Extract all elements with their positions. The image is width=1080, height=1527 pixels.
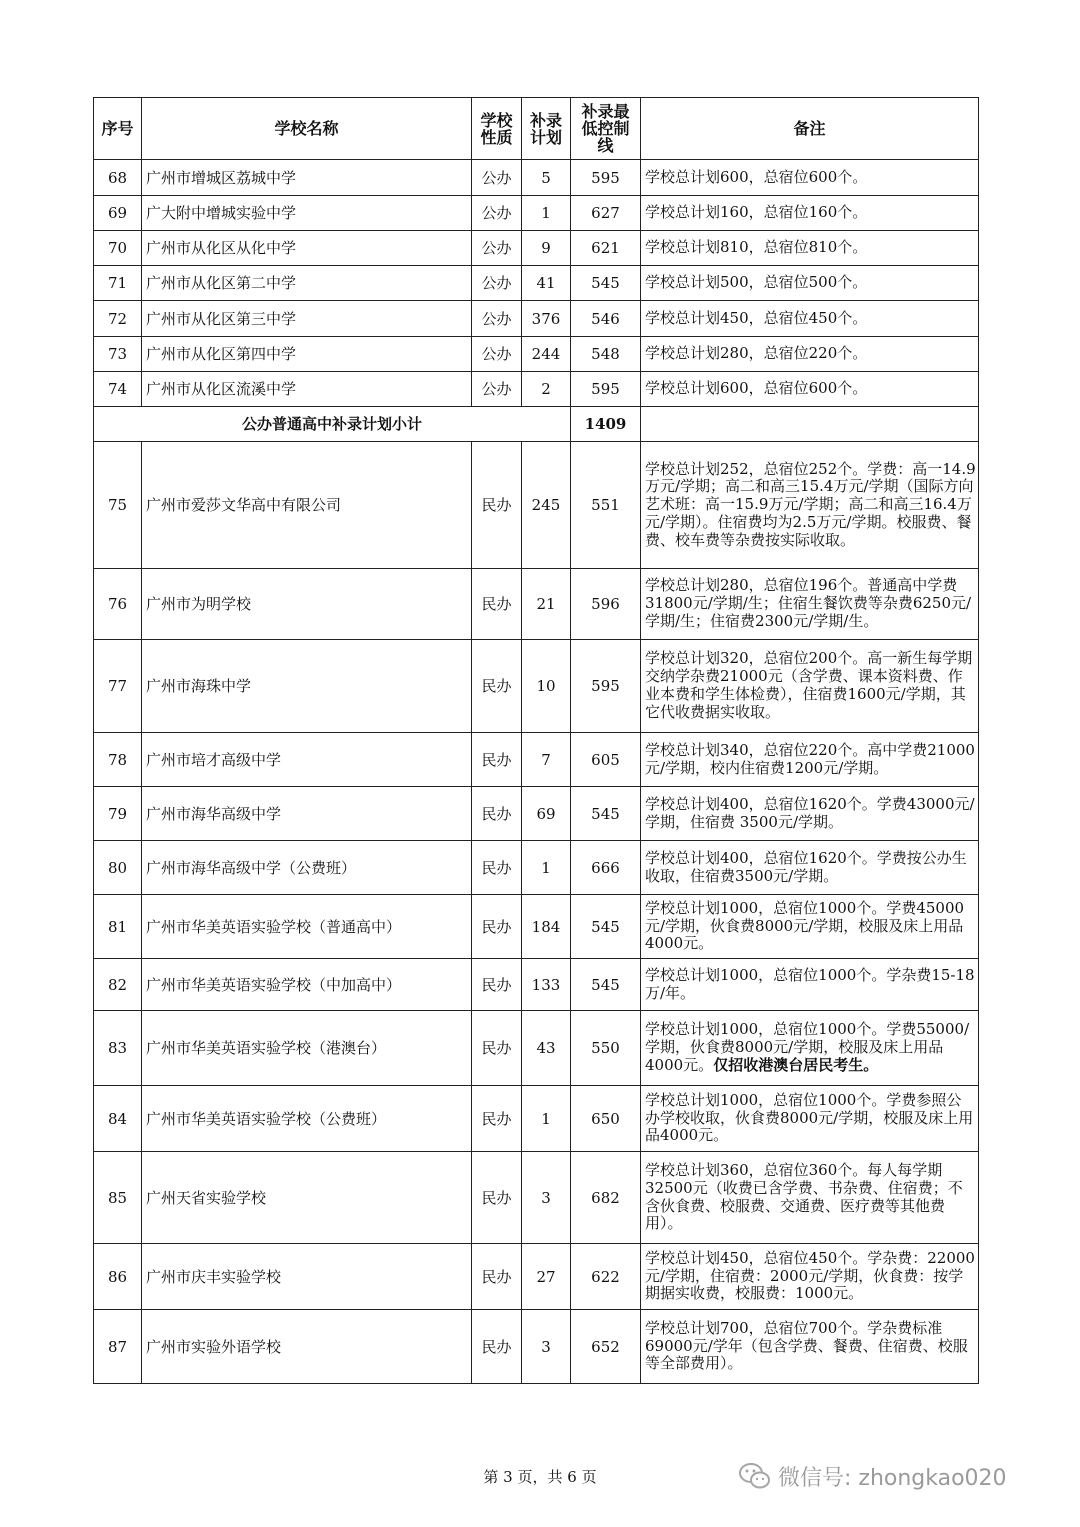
row-school-type <box>472 442 522 569</box>
row-cutoff <box>571 1310 641 1384</box>
row-remark <box>641 1310 979 1384</box>
row-no <box>94 266 142 301</box>
row-cutoff-text: 545 <box>591 975 620 994</box>
row-school-type <box>472 231 522 266</box>
row-plan-text: 133 <box>531 975 561 994</box>
row-remark <box>641 1244 979 1310</box>
row-school-name <box>142 266 472 301</box>
row-no <box>94 1310 142 1384</box>
row-school-type <box>472 160 522 196</box>
row-plan <box>522 1310 571 1384</box>
private-rows <box>94 442 979 1384</box>
row-plan <box>522 160 571 196</box>
row-plan <box>522 442 571 569</box>
row-plan-text: 1 <box>541 858 551 877</box>
row-cutoff-text: 595 <box>591 677 620 695</box>
row-cutoff-text: 666 <box>591 858 620 877</box>
row-no <box>94 959 142 1011</box>
row-school-type-text: 民办 <box>481 1337 512 1356</box>
row-plan-text: 41 <box>536 274 556 292</box>
row-cutoff <box>571 959 641 1011</box>
row-remark <box>641 266 979 301</box>
row-no <box>94 442 142 569</box>
row-school-type <box>472 1310 522 1384</box>
table-row <box>94 231 979 266</box>
row-school-name <box>142 895 472 959</box>
row-school-type <box>472 372 522 407</box>
table-row <box>94 372 979 407</box>
row-school-name <box>142 231 472 266</box>
row-school-name <box>142 1152 472 1244</box>
row-remark-text: 学校总计划450，总宿位450个。学杂费：22000元/学期，住宿费：2000元/学期，伙食费：按学期据实收费，校服费：1000元。 <box>645 1248 975 1303</box>
row-school-name <box>142 640 472 733</box>
row-no-text: 83 <box>107 1039 128 1057</box>
row-plan <box>522 841 571 895</box>
row-no-text: 77 <box>107 677 128 695</box>
row-cutoff <box>571 733 641 787</box>
row-school-name-text: 广大附中增城实验中学 <box>146 204 297 222</box>
subtotal-row <box>94 407 979 442</box>
row-school-name-text: 广州市从化区第四中学 <box>146 345 297 363</box>
row-cutoff <box>571 1086 641 1152</box>
row-remark <box>641 1011 979 1086</box>
row-remark-text: 学校总计划600，总宿位600个。 <box>645 379 868 398</box>
row-no <box>94 160 142 196</box>
row-cutoff-text: 550 <box>591 1039 620 1057</box>
row-cutoff-text: 622 <box>591 1267 620 1286</box>
table-row <box>94 1310 979 1384</box>
table-row <box>94 337 979 372</box>
row-plan <box>522 640 571 733</box>
row-cutoff-text: 652 <box>591 1337 620 1356</box>
row-no-text: 86 <box>107 1267 128 1286</box>
watermark-text: 微信号: zhongkao020 <box>778 1465 1007 1491</box>
row-no-text: 87 <box>107 1337 128 1356</box>
row-school-type-text: 公办 <box>481 274 512 292</box>
row-no-text: 78 <box>107 750 128 769</box>
row-cutoff-text: 650 <box>591 1109 620 1128</box>
row-plan-text: 10 <box>536 677 556 695</box>
row-no-text: 80 <box>107 858 128 877</box>
row-plan-text: 43 <box>536 1039 556 1057</box>
row-school-name-text: 广州市华美英语实验学校（港澳台） <box>146 1039 387 1057</box>
row-remark-text: 学校总计划340，总宿位220个。高中学费21000元/学期，校内住宿费1200元/学期。 <box>645 740 975 777</box>
row-school-name-text: 广州市华美英语实验学校（普通高中） <box>146 917 402 936</box>
row-plan-text: 21 <box>536 595 556 613</box>
row-school-type <box>472 301 522 337</box>
row-cutoff-text: 548 <box>591 345 620 363</box>
header-name: 学校名称 <box>142 98 472 160</box>
row-cutoff <box>571 301 641 337</box>
public-rows <box>94 160 979 407</box>
row-cutoff-text: 627 <box>591 204 620 222</box>
row-no-text: 81 <box>107 917 128 936</box>
row-plan-text: 69 <box>536 804 556 823</box>
row-school-type-text: 公办 <box>481 345 512 363</box>
row-school-type <box>472 640 522 733</box>
row-school-name <box>142 196 472 231</box>
row-plan <box>522 895 571 959</box>
row-remark-text: 学校总计划160，总宿位160个。 <box>645 203 868 222</box>
row-cutoff-text: 545 <box>591 274 620 292</box>
subtotal-remark <box>641 407 979 442</box>
row-no-text: 84 <box>107 1109 128 1128</box>
admission-table <box>93 97 979 1384</box>
row-remark-text: 学校总计划700，总宿位700个。学杂费标准69000元/学年（包含学费、餐费、住宿费、校服等全部费用）。 <box>645 1318 968 1373</box>
row-remark <box>641 301 979 337</box>
row-remark-text: 学校总计划360，总宿位360个。每人每学期32500元（收费已含学费、书杂费、住宿费；不含伙食费、校服费、交通费、医疗费等其他费用）。 <box>645 1160 963 1233</box>
row-school-type-text: 民办 <box>481 1039 512 1057</box>
row-school-type-text: 民办 <box>481 858 512 877</box>
row-cutoff-text: 595 <box>591 168 620 187</box>
row-remark-text: 学校总计划1000，总宿位1000个。学杂费15-18万/年。 <box>645 965 975 1002</box>
row-no-text: 76 <box>107 595 128 613</box>
row-school-type-text: 民办 <box>481 595 512 613</box>
row-remark-text: 学校总计划320，总宿位200个。高一新生每学期交纳学杂费21000元（含学费、课本资料费、作业本费和学生体检费），住宿费1600元/学期，其它代收费据实收取。 <box>645 649 973 721</box>
row-school-type <box>472 569 522 640</box>
row-cutoff <box>571 640 641 733</box>
row-plan-text: 1 <box>541 1109 551 1128</box>
row-school-type <box>472 787 522 841</box>
row-remark <box>641 1152 979 1244</box>
row-school-type <box>472 1244 522 1310</box>
row-cutoff <box>571 841 641 895</box>
row-cutoff-text: 596 <box>591 595 620 613</box>
row-school-name-text: 广州市爱莎文华高中有限公司 <box>146 496 342 514</box>
row-cutoff <box>571 1152 641 1244</box>
row-school-name <box>142 301 472 337</box>
row-no <box>94 1244 142 1310</box>
row-school-type <box>472 1086 522 1152</box>
row-plan-text: 3 <box>541 1337 551 1356</box>
row-plan-text: 2 <box>541 380 551 398</box>
row-school-type-text: 民办 <box>481 804 512 823</box>
row-no <box>94 733 142 787</box>
table-row <box>94 569 979 640</box>
row-plan <box>522 959 571 1011</box>
row-no-text: 70 <box>107 239 128 257</box>
row-cutoff <box>571 569 641 640</box>
row-school-type-text: 公办 <box>481 168 512 187</box>
row-school-type-text: 公办 <box>481 239 512 257</box>
row-school-type <box>472 196 522 231</box>
row-no <box>94 1152 142 1244</box>
row-school-name-text: 广州市海华高级中学（公费班） <box>146 858 357 877</box>
row-plan <box>522 569 571 640</box>
row-plan <box>522 1152 571 1244</box>
row-remark <box>641 895 979 959</box>
row-no-text: 68 <box>107 168 128 187</box>
table-row <box>94 841 979 895</box>
row-remark <box>641 959 979 1011</box>
row-remark <box>641 841 979 895</box>
row-remark-text: 学校总计划252，总宿位252个。学费：高一14.9万元/学期；高二和高三15.4万元/学期（国际方向艺术班：高一15.9万元/学期；高二和高三16.4万元/学期）。住宿费均为2.5万元/学期。校服费、餐费、校车费等杂费按实际收取。 <box>645 459 976 549</box>
row-no-text: 82 <box>107 975 128 994</box>
row-remark-text: 学校总计划400，总宿位1620个。学费按公办生收取，住宿费3500元/学期。 <box>645 848 967 885</box>
row-school-name <box>142 1086 472 1152</box>
row-school-name-text: 广州市从化区第二中学 <box>146 274 297 292</box>
row-school-name <box>142 442 472 569</box>
row-remark-text: 学校总计划280，总宿位196个。普通高中学费31800元/学期/生；住宿生餐饮费等杂费6250元/学期/生；住宿费2300元/学期/生。 <box>645 576 972 630</box>
table-row <box>94 301 979 337</box>
row-plan-text: 1 <box>541 204 551 222</box>
row-plan <box>522 1244 571 1310</box>
row-school-name <box>142 1011 472 1086</box>
row-school-type <box>472 959 522 1011</box>
row-school-name-text: 广州市增城区荔城中学 <box>146 168 297 187</box>
table-row <box>94 196 979 231</box>
page-footer: 第 3 页，共 6 页 <box>483 1468 597 1486</box>
row-no-text: 75 <box>107 496 128 514</box>
row-no-text: 71 <box>107 274 128 292</box>
table-row <box>94 266 979 301</box>
row-school-type <box>472 1011 522 1086</box>
header-type: 学校性质 <box>472 98 522 160</box>
row-cutoff <box>571 787 641 841</box>
row-no <box>94 895 142 959</box>
row-remark <box>641 196 979 231</box>
row-school-name-text: 广州市从化区流溪中学 <box>146 380 297 398</box>
row-school-type <box>472 841 522 895</box>
row-cutoff <box>571 1244 641 1310</box>
row-no <box>94 196 142 231</box>
row-cutoff <box>571 337 641 372</box>
subtotal-label: 公办普通高中补录计划小计 <box>94 407 571 442</box>
row-cutoff <box>571 231 641 266</box>
row-remark-text: 学校总计划280，总宿位220个。 <box>645 344 868 363</box>
row-school-name-text: 广州市庆丰实验学校 <box>146 1267 282 1286</box>
row-plan-text: 5 <box>541 168 551 187</box>
row-cutoff <box>571 1011 641 1086</box>
row-no-text: 69 <box>107 204 128 222</box>
row-school-name <box>142 569 472 640</box>
row-school-type <box>472 337 522 372</box>
row-plan <box>522 196 571 231</box>
header-plan: 补录计划 <box>522 98 571 160</box>
row-school-type-text: 民办 <box>481 1188 512 1207</box>
table-row <box>94 959 979 1011</box>
row-no <box>94 569 142 640</box>
row-plan <box>522 231 571 266</box>
row-remark-emphasis: 仅招收港澳台居民考生。 <box>713 1055 879 1074</box>
row-cutoff-text: 546 <box>591 309 620 328</box>
row-school-type-text: 民办 <box>481 1267 512 1286</box>
row-school-name <box>142 372 472 407</box>
row-school-type-text: 民办 <box>481 750 512 769</box>
row-school-name-text: 广州市从化区从化中学 <box>146 239 297 257</box>
row-school-type <box>472 733 522 787</box>
row-school-name <box>142 1310 472 1384</box>
row-school-type-text: 民办 <box>481 975 512 994</box>
row-remark <box>641 337 979 372</box>
row-school-type-text: 公办 <box>481 380 512 398</box>
watermark <box>738 1459 1007 1493</box>
row-plan <box>522 733 571 787</box>
row-plan-text: 245 <box>531 496 561 514</box>
row-school-name-text: 广州市海华高级中学 <box>146 804 282 823</box>
row-plan-text: 184 <box>531 917 561 936</box>
row-plan-text: 3 <box>541 1188 551 1207</box>
row-plan <box>522 787 571 841</box>
row-remark <box>641 231 979 266</box>
row-plan-text: 27 <box>536 1267 556 1286</box>
row-cutoff-text: 545 <box>591 917 620 936</box>
row-school-name-text: 广州市为明学校 <box>146 595 252 613</box>
table-row <box>94 787 979 841</box>
table-row <box>94 895 979 959</box>
row-cutoff <box>571 895 641 959</box>
row-plan-text: 376 <box>531 309 561 328</box>
row-no <box>94 841 142 895</box>
row-remark-text: 学校总计划1000，总宿位1000个。学费45000元/学期，伙食费8000元/学期，校服及床上用品4000元。 <box>645 898 965 953</box>
row-cutoff <box>571 266 641 301</box>
row-school-type-text: 公办 <box>481 309 512 328</box>
table-row <box>94 442 979 569</box>
row-remark-text: 学校总计划400，总宿位1620个。学费43000元/学期，住宿费 3500元/学期。 <box>645 794 975 831</box>
row-remark-text: 学校总计划600，总宿位600个。 <box>645 167 868 186</box>
row-no <box>94 1086 142 1152</box>
row-remark-text: 学校总计划450，总宿位450个。 <box>645 308 868 327</box>
header-cutoff: 补录最低控制线 <box>571 98 641 160</box>
row-cutoff-text: 605 <box>591 750 620 769</box>
row-school-name-text: 广州市从化区第三中学 <box>146 309 297 328</box>
subtotal-section <box>94 407 979 442</box>
row-no <box>94 640 142 733</box>
row-school-name <box>142 1244 472 1310</box>
row-plan <box>522 372 571 407</box>
row-plan-text: 9 <box>541 239 551 257</box>
row-school-type <box>472 266 522 301</box>
row-cutoff <box>571 196 641 231</box>
row-cutoff-text: 682 <box>591 1188 620 1207</box>
row-school-type-text: 民办 <box>481 1109 512 1128</box>
row-plan <box>522 266 571 301</box>
wechat-icon <box>738 1461 772 1491</box>
row-plan <box>522 1011 571 1086</box>
row-cutoff-text: 621 <box>591 239 620 257</box>
row-no-text: 74 <box>107 380 128 398</box>
row-school-name-text: 广州市培才高级中学 <box>146 750 282 769</box>
row-remark <box>641 442 979 569</box>
row-school-type-text: 民办 <box>481 917 512 936</box>
row-cutoff-text: 545 <box>591 804 620 823</box>
row-school-type-text: 民办 <box>481 677 512 695</box>
row-cutoff <box>571 160 641 196</box>
row-school-type <box>472 1152 522 1244</box>
row-remark <box>641 640 979 733</box>
row-remark <box>641 372 979 407</box>
row-remark <box>641 1086 979 1152</box>
header-row <box>94 98 979 160</box>
row-no-text: 72 <box>107 309 128 328</box>
table-row <box>94 1011 979 1086</box>
row-no <box>94 231 142 266</box>
row-cutoff <box>571 372 641 407</box>
row-school-type <box>472 895 522 959</box>
row-school-name-text: 广州天省实验学校 <box>146 1188 267 1207</box>
row-school-name-text: 广州市华美英语实验学校（公费班） <box>146 1109 387 1128</box>
row-no <box>94 337 142 372</box>
row-school-name <box>142 337 472 372</box>
header-no: 序号 <box>94 98 142 160</box>
row-remark <box>641 160 979 196</box>
row-no <box>94 372 142 407</box>
row-plan-text: 244 <box>531 345 561 363</box>
row-no-text: 73 <box>107 345 128 363</box>
row-remark-text: 学校总计划1000，总宿位1000个。学费55000/学期，伙食费8000元/学期，校服及床上用品4000元。 <box>645 1020 970 1074</box>
row-school-type-text: 民办 <box>481 496 512 514</box>
row-cutoff-text: 551 <box>591 496 620 514</box>
row-remark-text: 学校总计划810，总宿位810个。 <box>645 238 868 257</box>
row-school-name-text: 广州市实验外语学校 <box>146 1337 282 1356</box>
row-no <box>94 1011 142 1086</box>
row-no-text: 85 <box>107 1188 128 1207</box>
row-no-text: 79 <box>107 804 128 823</box>
row-cutoff-text: 595 <box>591 380 620 398</box>
row-plan-text: 7 <box>541 750 551 769</box>
row-cutoff <box>571 442 641 569</box>
row-school-name <box>142 733 472 787</box>
row-school-name-text: 广州市华美英语实验学校（中加高中） <box>146 975 402 994</box>
row-remark <box>641 787 979 841</box>
subtotal-value: 1409 <box>571 407 641 442</box>
row-school-name <box>142 959 472 1011</box>
row-remark <box>641 569 979 640</box>
row-school-name <box>142 787 472 841</box>
row-plan <box>522 1086 571 1152</box>
table-row <box>94 640 979 733</box>
row-school-name <box>142 841 472 895</box>
row-plan <box>522 301 571 337</box>
row-no <box>94 787 142 841</box>
row-no <box>94 301 142 337</box>
row-school-type-text: 公办 <box>481 204 512 222</box>
table-row <box>94 1244 979 1310</box>
row-school-name <box>142 160 472 196</box>
row-plan <box>522 337 571 372</box>
table-row <box>94 160 979 196</box>
table-row <box>94 733 979 787</box>
table-row <box>94 1152 979 1244</box>
row-remark <box>641 733 979 787</box>
header-remark: 备注 <box>641 98 979 160</box>
table-row <box>94 1086 979 1152</box>
row-remark-text: 学校总计划1000，总宿位1000个。学费参照公办学校收取，伙食费8000元/学期，校服及床上用品4000元。 <box>645 1090 974 1145</box>
row-remark-text: 学校总计划500，总宿位500个。 <box>645 273 868 292</box>
row-school-name-text: 广州市海珠中学 <box>146 677 252 695</box>
